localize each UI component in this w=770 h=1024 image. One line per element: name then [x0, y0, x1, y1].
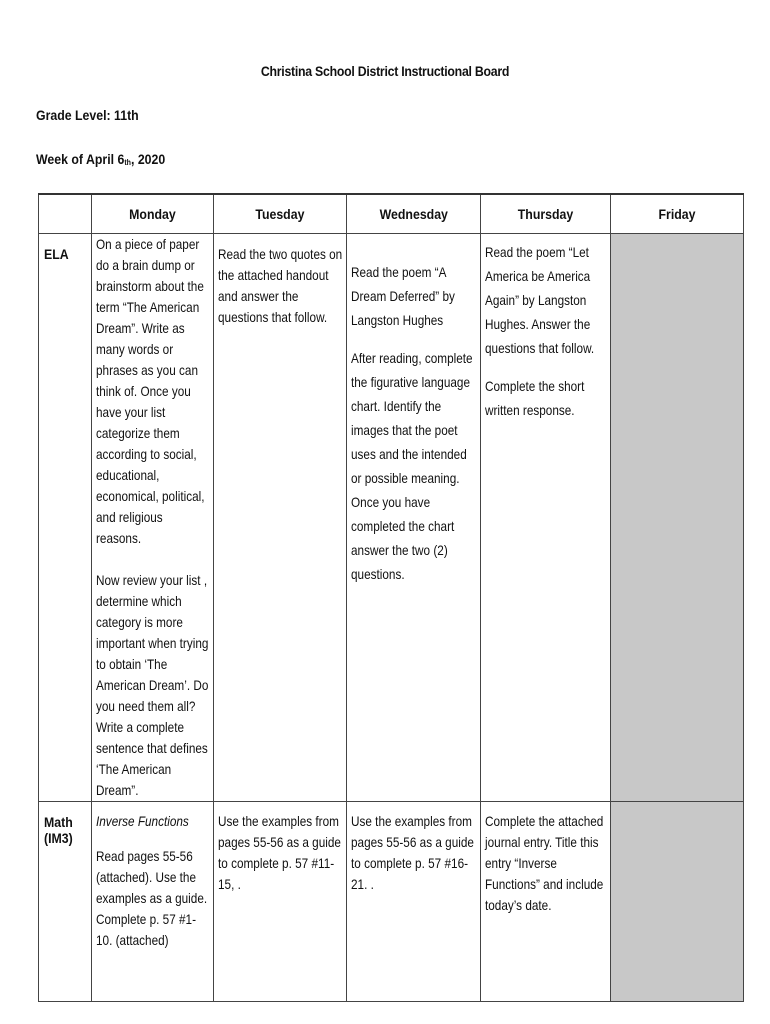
- cell-math-monday: Inverse Functions Read pages 55-56 (attached). Use the examples as a guide. Complete p. 57 #1-10. (attached): [92, 802, 214, 1002]
- cell-ela-friday: [611, 234, 744, 802]
- row-label-math: Math (IM3): [39, 802, 92, 1002]
- week-superscript: th: [124, 158, 131, 167]
- table-row-math: [39, 802, 744, 1002]
- header-row: [39, 194, 744, 234]
- cell-ela-monday: On a piece of paper do a brain dump or brainstorm about the term “The American Dream”. Write as many words or phrases as you can think of. Once you have your list categorize them according to social, educational, economical, political, and religious reasons. Now review your list , determine which category is more important when trying to obtain ‘The American Dream’. Do you need them all? Write a complete sentence that defines ‘The American Dream”.: [92, 234, 214, 802]
- cell-math-wednesday: Use the examples from pages 55-56 as a guide to complete p. 57 #16-21. .: [347, 802, 481, 1002]
- corner-header: [39, 194, 92, 234]
- row-label-ela: ELA: [39, 234, 92, 802]
- week-of: [36, 151, 165, 167]
- week-suffix: , 2020: [130, 151, 166, 167]
- instructional-board-table: [38, 193, 744, 1002]
- header-wednesday: Wednesday: [347, 194, 481, 234]
- table-row-ela: [39, 234, 744, 802]
- cell-math-friday: [611, 802, 744, 1002]
- cell-math-tuesday: Use the examples from pages 55-56 as a guide to complete p. 57 #11-15, .: [214, 802, 347, 1002]
- header-friday: Friday: [611, 194, 744, 234]
- cell-ela-wednesday: Read the poem “A Dream Deferred” by Langston Hughes After reading, complete the figurative language chart. Identify the images that the poet uses and the intended or possible meaning. Once you have completed the chart answer the two (2) questions.: [347, 234, 481, 802]
- header-monday: Monday: [92, 194, 214, 234]
- grade-level: Grade Level: 11th: [36, 107, 139, 123]
- cell-ela-thursday: Read the poem “Let America be America Again” by Langston Hughes. Answer the questions that follow. Complete the short written response.: [481, 234, 611, 802]
- cell-ela-tuesday: Read the two quotes on the attached handout and answer the questions that follow.: [214, 234, 347, 802]
- cell-math-thursday: Complete the attached journal entry. Title this entry “Inverse Functions” and include today’s date.: [481, 802, 611, 1002]
- week-prefix: Week of April 6: [36, 151, 125, 167]
- header-thursday: Thursday: [481, 194, 611, 234]
- header-tuesday: Tuesday: [214, 194, 347, 234]
- document-title: Christina School District Instructional Board: [260, 63, 510, 79]
